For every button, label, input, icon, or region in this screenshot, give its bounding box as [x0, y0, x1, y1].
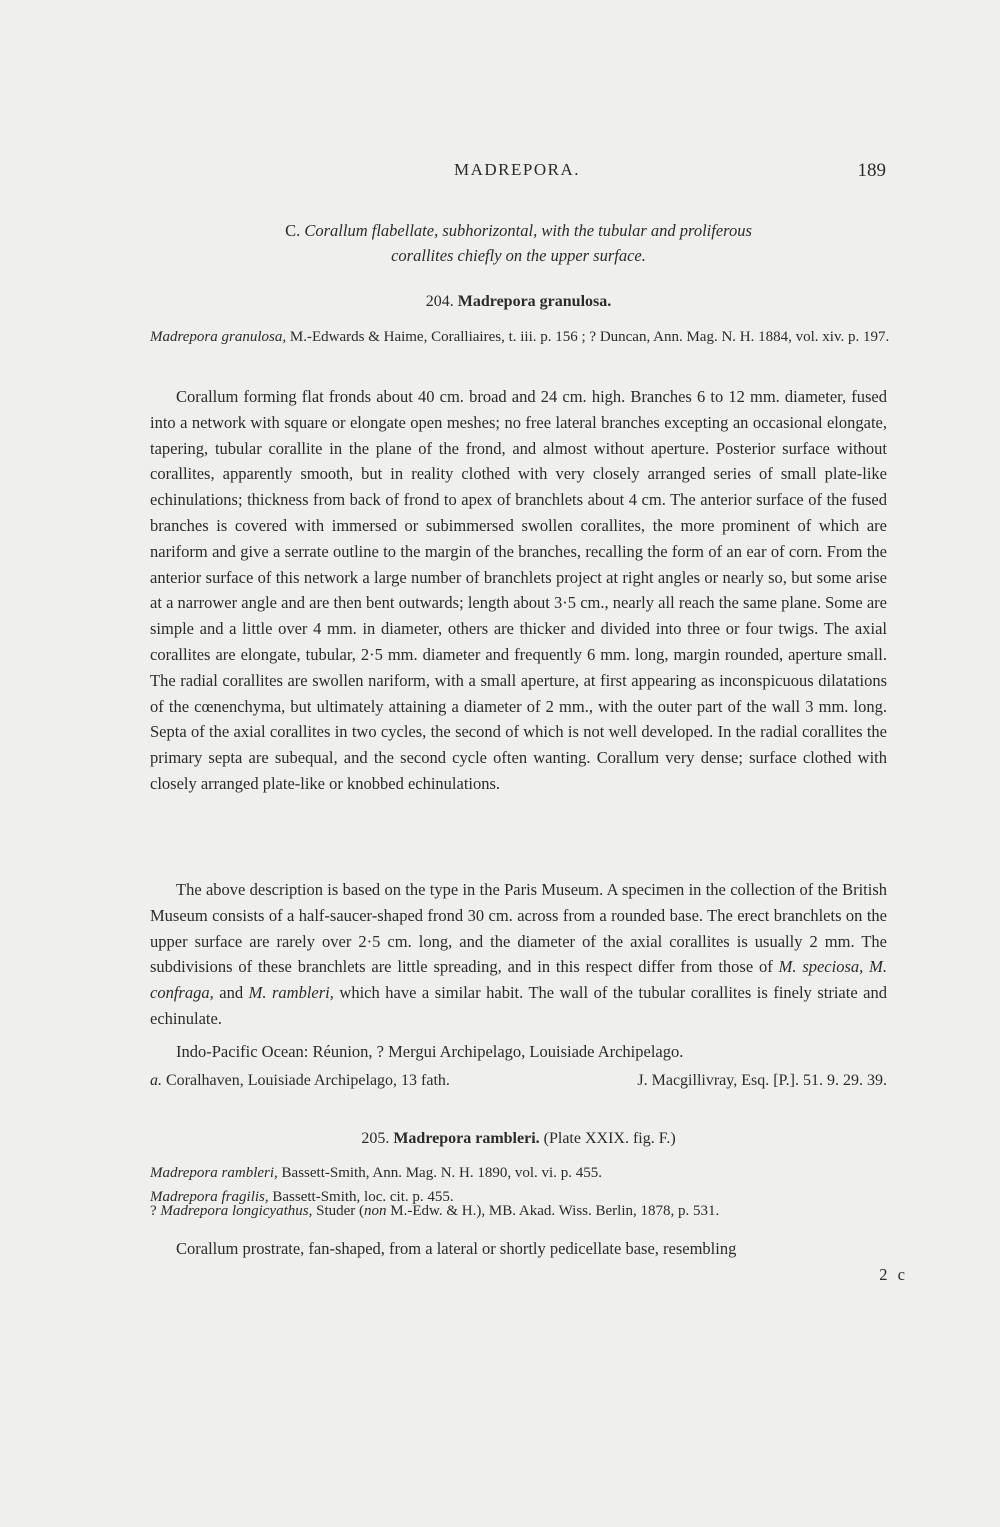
- species-number: 205.: [361, 1130, 390, 1147]
- remarks-text-b: which have a similar habit. The wall of the tubular corallites is finely striate and echinulate.: [150, 983, 887, 1028]
- section-letter: C.: [285, 221, 301, 240]
- species-205-synonymy-1: [150, 1162, 915, 1185]
- specimen-place: Coralhaven, Louisiade Archipelago, 13 fath.: [162, 1072, 450, 1089]
- synonym-taxon: Madrepora longicyathus,: [160, 1203, 313, 1219]
- species-204-locality: Indo-Pacific Ocean: Réunion, ? Mergui Archipelago, Louisiade Archipelago.: [176, 1042, 684, 1061]
- species-205-description: Corallum prostrate, fan-shaped, from a lateral or shortly pedicellate base, resembling: [176, 1239, 737, 1258]
- species-205-title: [150, 1127, 887, 1151]
- synonym-reference: M.-Edwards & Haime, Coralliaires, t. iii. p. 156 ; ? Duncan, Ann. Mag. N. H. 1884, vol. xiv. p. 197.: [286, 329, 890, 345]
- specimen-entry: [150, 1069, 887, 1093]
- synonym-reference: Bassett-Smith, loc. cit. p. 455.: [268, 1189, 454, 1205]
- species-204-title: [150, 290, 887, 314]
- section-heading-line-1: [150, 218, 887, 243]
- specimen-donor: J. Macgillivray, Esq. [P.]. 51. 9. 29. 39.: [637, 1072, 887, 1089]
- remarks-text-a: The above description is based on the type in the Paris Museum. A specimen in the collection of the British Museum consists of a half-saucer-shaped frond 30 cm. across from a rounded base. The erect branchlets on the upper surface are rarely over 2·5 cm. long, and the diameter of the axial corallites is usually 2 mm. The subdivisions of these branchlets are little spreading, and in this respect differ from those of: [150, 880, 887, 977]
- synonym-reference-a: Studer (: [312, 1203, 365, 1219]
- species-number: 204.: [425, 293, 454, 310]
- synonym-non: non: [364, 1203, 387, 1219]
- species-204-remarks: [150, 877, 887, 1032]
- species-205-synonymy-3: [150, 1200, 915, 1223]
- remarks-text-mid: and: [213, 983, 249, 1003]
- specimen-letter: a.: [150, 1072, 162, 1089]
- page-number: 189: [857, 160, 886, 181]
- species-204-synonymy: [150, 326, 915, 349]
- remarks-species-2: M. rambleri,: [248, 983, 334, 1003]
- synonym-taxon: Madrepora rambleri,: [150, 1165, 278, 1181]
- section-heading-text-1: Corallum flabellate, subhorizontal, with the tubular and proliferous: [304, 221, 752, 240]
- species-204-description: Corallum forming flat fronds about 40 cm. broad and 24 cm. high. Branches 6 to 12 mm. diameter, fused into a network with square or elongate open meshes; no free lateral branches excepting an occasional elongate, tapering, tubular corallite in the plane of the frond, and almost without aperture. Posterior surface without corallites, apparently smooth, but in reality clothed with very closely arranged series of small plate-like echinulations; thickness from back of frond to apex of branchlets about 4 cm. The anterior surface of the fused branches is covered with immersed or subimmersed swollen corallites, the more prominent of which are nariform and give a serrate outline to the margin of the branches, recalling the form of an ear of corn. From the anterior surface of this network a large number of branchlets project at right angles or nearly so, but some arise at a narrower angle and are then bent outwards; length about 3·5 cm., nearly all reach the same plane. Some are simple and a little over 4 mm. in diameter, others are thicker and divided into three or four twigs. The axial corallites are elongate, tubular, 2·5 mm. diameter and frequently 6 mm. long, margin rounded, aperture small. The radial corallites are swollen nariform, with a small aperture, at first appearing as inconspicuous dilatations of the cœnenchyma, but ultimately attaining a diameter of 2 mm., with the outer part of the wall 3 mm. long. Septa of the axial corallites in two cycles, the second of which is not well developed. In the radial corallites the primary septa are subequal, and the second cycle often wanting. Corallum very dense; surface clothed with closely arranged plate-like or knobbed echinulations.: [150, 387, 887, 793]
- species-name: Madrepora granulosa.: [457, 293, 612, 310]
- section-heading: [150, 218, 887, 268]
- remarks-species-1: M. speciosa, M. confraga,: [150, 957, 887, 1003]
- species-name: Madrepora rambleri.: [393, 1130, 540, 1147]
- synonym-query: ?: [150, 1203, 161, 1219]
- plate-reference: (Plate XXIX. fig. F.): [543, 1130, 676, 1147]
- signature-mark: 2 c: [879, 1265, 908, 1284]
- synonym-reference-b: M.-Edw. & H.), MB. Akad. Wiss. Berlin, 1878, p. 531.: [386, 1203, 720, 1219]
- running-title: MADREPORA.: [454, 160, 580, 179]
- synonym-taxon: Madrepora granulosa,: [150, 329, 287, 345]
- specimen-locality: [150, 1069, 450, 1093]
- section-heading-line-2: corallites chiefly on the upper surface.: [391, 246, 646, 265]
- synonym-taxon: Madrepora fragilis,: [150, 1189, 269, 1205]
- page-header: [148, 160, 886, 186]
- synonym-reference: Bassett-Smith, Ann. Mag. N. H. 1890, vol. vi. p. 455.: [277, 1165, 602, 1181]
